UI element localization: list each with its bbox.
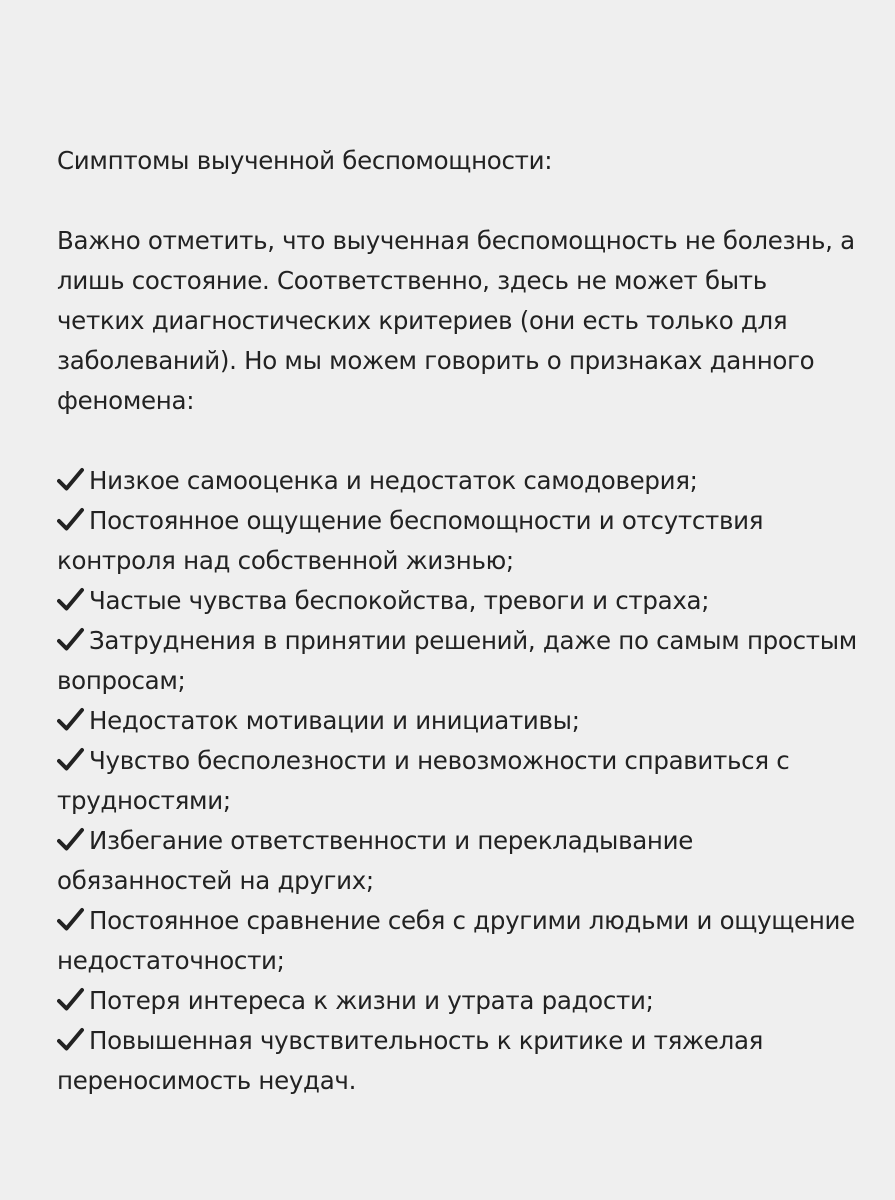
check-mark-icon: [57, 747, 84, 772]
check-mark-icon: [57, 507, 84, 532]
list-item: [57, 621, 857, 701]
symptom-text: Постоянное сравнение себя с другими людьми и ощущение недостаточности;: [57, 906, 855, 975]
check-mark-icon: [57, 707, 84, 732]
symptom-text: Повышенная чувствительность к критике и тяжелая переносимость неудач.: [57, 1026, 764, 1095]
check-mark-icon: [57, 987, 84, 1012]
list-item: [57, 701, 857, 741]
article-body: [57, 141, 857, 1101]
symptom-text: Низкое самооценка и недостаток самодоверия;: [89, 466, 698, 495]
symptom-text: Затруднения в принятии решений, даже по самым простым вопросам;: [57, 626, 857, 695]
check-mark-icon: [57, 467, 84, 492]
symptom-text: Частые чувства беспокойства, тревоги и страха;: [89, 586, 710, 615]
list-item: [57, 461, 857, 501]
heading: Симптомы выученной беспомощности:: [57, 146, 553, 175]
list-item: [57, 821, 857, 901]
symptom-list: [57, 461, 857, 1101]
check-mark-icon: [57, 587, 84, 612]
list-item: [57, 501, 857, 581]
list-item: [57, 581, 857, 621]
symptom-text: Недостаток мотивации и инициативы;: [89, 706, 580, 735]
intro-paragraph: Важно отметить, что выученная беспомощность не болезнь, а лишь состояние. Соответственно, здесь не может быть четких диагностических критериев (они есть только для заболеваний). Но мы можем говорить о признаках данного феномена:: [57, 226, 855, 415]
check-mark-icon: [57, 627, 84, 652]
list-item: [57, 1021, 857, 1101]
symptom-text: Потеря интереса к жизни и утрата радости;: [89, 986, 654, 1015]
list-item: [57, 741, 857, 821]
check-mark-icon: [57, 1027, 84, 1052]
list-item: [57, 901, 857, 981]
check-mark-icon: [57, 907, 84, 932]
symptom-text: Постоянное ощущение беспомощности и отсутствия контроля над собственной жизнью;: [57, 506, 764, 575]
check-mark-icon: [57, 827, 84, 852]
symptom-text: Чувство бесполезности и невозможности справиться с трудностями;: [57, 746, 790, 815]
symptom-text: Избегание ответственности и перекладывание обязанностей на других;: [57, 826, 694, 895]
list-item: [57, 981, 857, 1021]
